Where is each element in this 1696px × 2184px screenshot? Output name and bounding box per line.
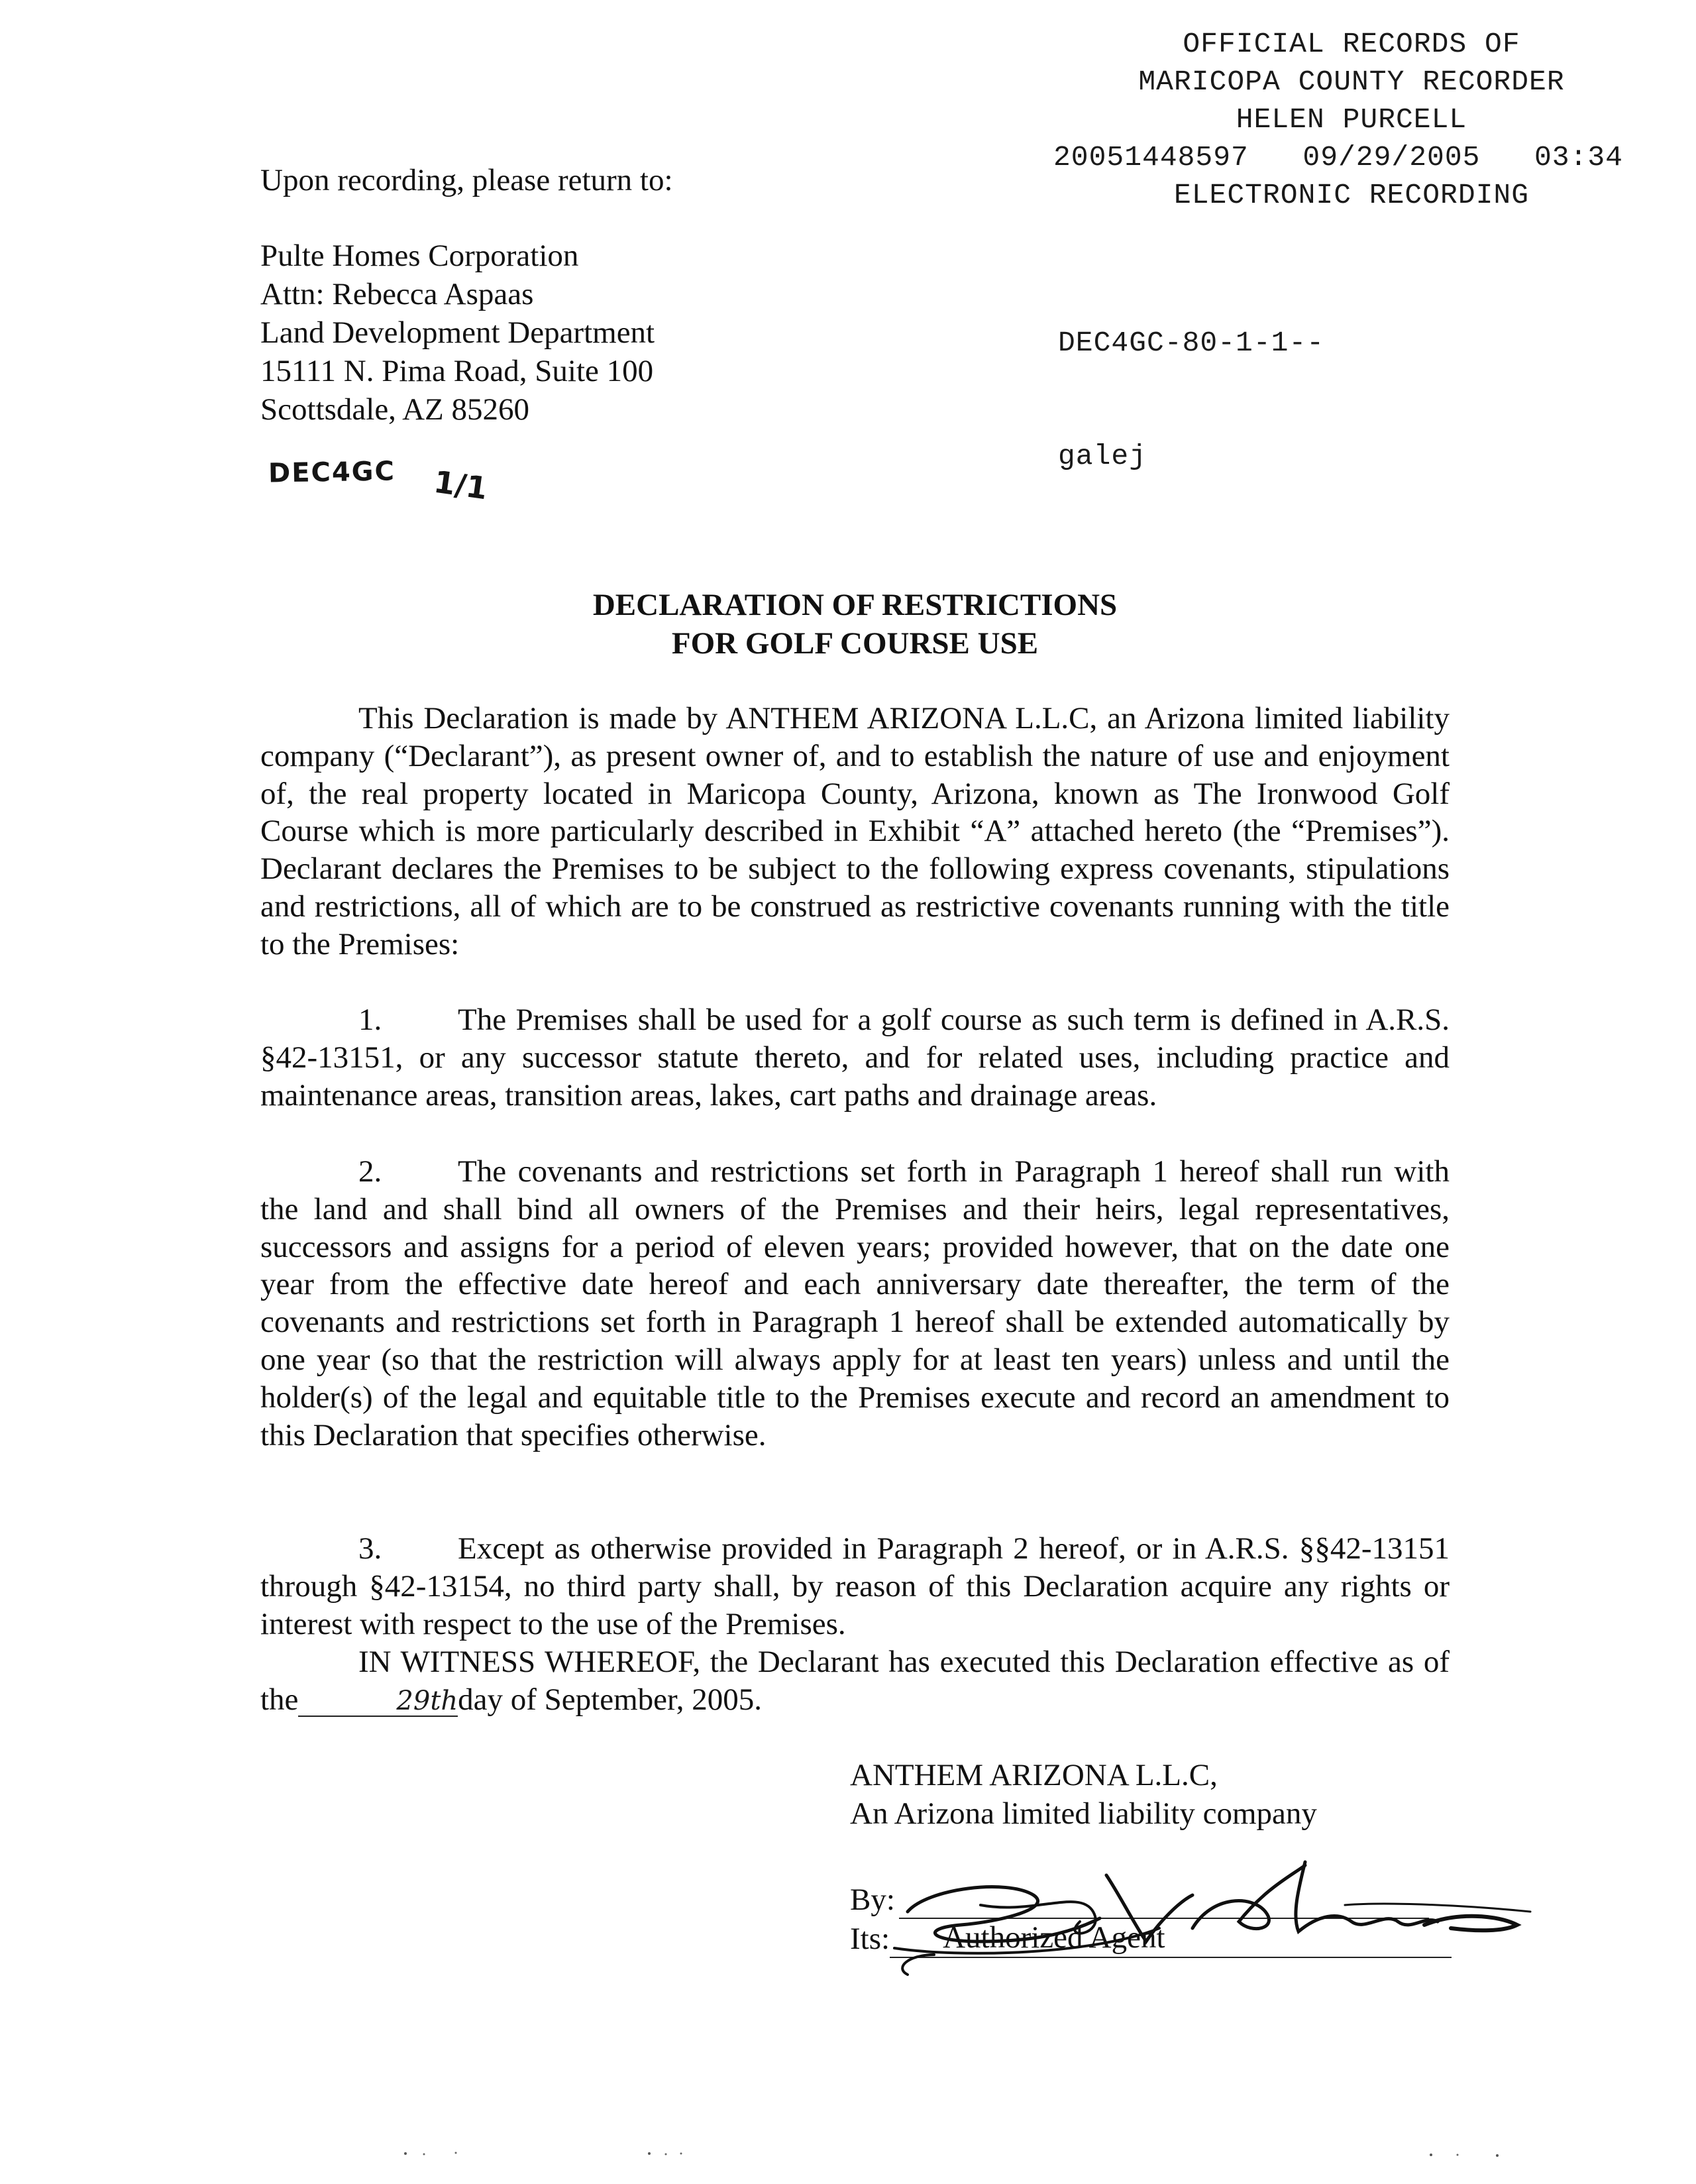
signature-its-value: Authorized Agent xyxy=(890,1918,1452,1958)
return-label: Upon recording, please return to: xyxy=(260,163,673,197)
signature-company-name: ANTHEM ARIZONA L.L.C, xyxy=(850,1758,1218,1792)
signature-company-desc: An Arizona limited liability company xyxy=(850,1796,1317,1831)
recorder-stamp xyxy=(1053,25,1650,214)
signature-its-label: Its: xyxy=(850,1922,890,1956)
recording-code xyxy=(1058,248,1324,551)
paragraph-2 xyxy=(260,1153,1450,1454)
handwritten-fraction: 1/1 xyxy=(431,463,490,507)
paragraph-1-number: 1. xyxy=(358,1003,382,1037)
signature-company-block xyxy=(850,1756,1317,1833)
recorder-meta-row xyxy=(1053,138,1623,176)
paragraph-1-text: The Premises shall be used for a golf course as such term is defined in A.R.S. §42-13151, or any successor statute thereto, and for related uses, including practice and maintenance areas, transition areas, lakes, cart paths and drainage areas. xyxy=(260,1003,1450,1113)
handwritten-code: DEC4GC xyxy=(268,456,396,489)
recorder-line-2: MARICOPA COUNTY RECORDER xyxy=(1138,66,1565,98)
recording-code-line-2: galej xyxy=(1058,440,1147,472)
recording-code-line-1: DEC4GC-80-1-1-- xyxy=(1058,327,1325,359)
record-time: 03:34 xyxy=(1534,141,1623,174)
witness-day-handwritten: 29th xyxy=(298,1686,458,1717)
signature-by-label: By: xyxy=(850,1883,895,1917)
title-line-2: FOR GOLF COURSE USE xyxy=(671,626,1039,661)
recorder-line-5: ELECTRONIC RECORDING xyxy=(1173,179,1530,211)
return-address-line-3: Land Development Department xyxy=(260,315,655,350)
paragraph-2-text: The covenants and restrictions set forth in Paragraph 1 hereof shall run with the land and shall bind all owners of the Premises and their heirs, legal representatives, successors and assigns for a period of eleven years; provided however, that on the date one year from the effective date hereof and each anniversary date thereafter, the term of the covenants and restrictions set forth in Paragraph 1 hereof shall be extended automatically by one year (so that the restriction will always apply for at least ten years) unless and until the holder(s) of the legal and equitable title to the Premises execute and record an amendment to this Declaration that specifies otherwise. xyxy=(260,1154,1450,1452)
scan-specks xyxy=(0,2147,1696,2173)
witness-text-pre: IN WITNESS WHEREOF, the Declarant has executed this Declaration effective as of the xyxy=(260,1645,1450,1717)
intro-paragraph: This Declaration is made by ANTHEM ARIZONA L.L.C, an Arizona limited liability company (“Declarant”), as present owner of, and to establish the nature of use and enjoyment of, the real property located in Maricopa County, Arizona, known as The Ironwood Golf Course which is more particularly described in Exhibit “A” attached hereto (the “Premises”). Declarant declares the Premises to be subject to the following express covenants, stipulations and restrictions, all of which are to be construed as restrictive covenants running with the title to the Premises: xyxy=(260,701,1450,961)
paragraph-3-text: Except as otherwise provided in Paragraph 2 hereof, or in A.R.S. §§42-13151 through §42-13154, no third party shall, by reason of this Declaration acquire any rights or interest with respect to the use of the Premises. xyxy=(260,1531,1450,1641)
paragraph-2-number: 2. xyxy=(358,1154,382,1189)
return-address xyxy=(260,237,655,429)
paragraph-3 xyxy=(260,1530,1450,1643)
document-title xyxy=(260,586,1450,663)
witness-text-post: day of September, 2005. xyxy=(458,1682,763,1717)
paragraph-1 xyxy=(260,1001,1450,1114)
return-address-line-1: Pulte Homes Corporation xyxy=(260,239,579,273)
handwritten-signature xyxy=(881,1849,1544,1981)
recorder-line-3: HELEN PURCELL xyxy=(1236,103,1467,136)
title-line-1: DECLARATION OF RESTRICTIONS xyxy=(592,588,1118,622)
record-number: 20051448597 xyxy=(1053,141,1249,174)
return-address-line-4: 15111 N. Pima Road, Suite 100 xyxy=(260,354,654,388)
return-address-line-2: Attn: Rebecca Aspaas xyxy=(260,277,534,311)
witness-paragraph xyxy=(260,1643,1450,1719)
paragraph-3-number: 3. xyxy=(358,1531,382,1566)
return-address-line-5: Scottsdale, AZ 85260 xyxy=(260,392,529,427)
record-date: 09/29/2005 xyxy=(1302,141,1481,174)
recorder-line-1: OFFICIAL RECORDS OF xyxy=(1183,28,1520,60)
